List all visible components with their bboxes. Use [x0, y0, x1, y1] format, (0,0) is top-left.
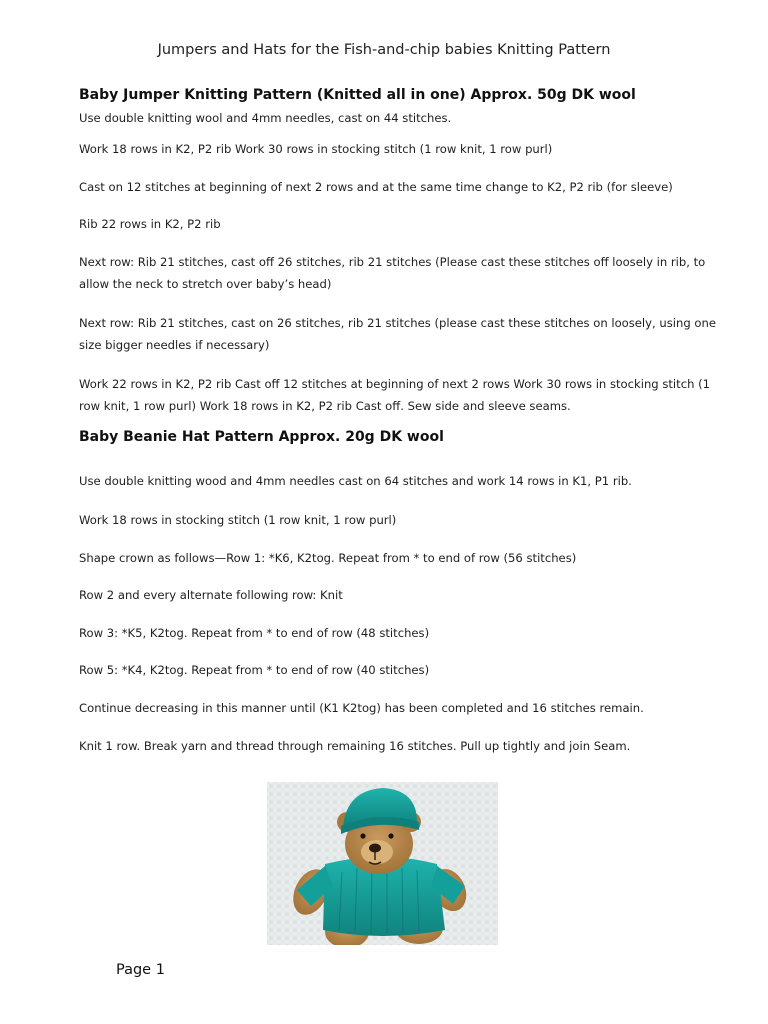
jumper-section-heading: Baby Jumper Knitting Pattern (Knitted all in one) Approx. 50g DK wool [79, 87, 636, 103]
jumper-paragraph: Next row: Rib 21 stitches, cast on 26 stitches, rib 21 stitches (please cast these stitches on loosely, using one size bigger needles if necessary) [79, 316, 716, 352]
hat-section-heading: Baby Beanie Hat Pattern Approx. 20g DK wool [79, 429, 444, 445]
jumper-paragraph: Next row: Rib 21 stitches, cast off 26 stitches, rib 21 stitches (Please cast these stitches off loosely in rib, to allow the neck to stretch over baby’s head) [79, 255, 706, 291]
teddy-bear-photo [267, 782, 498, 945]
hat-paragraph: Shape crown as follows—Row 1: *K6, K2tog. Repeat from * to end of row (56 stitches) [79, 551, 577, 565]
hat-paragraph: Knit 1 row. Break yarn and thread through remaining 16 stitches. Pull up tightly and join Seam. [79, 739, 631, 753]
hat-paragraph: Use double knitting wood and 4mm needles cast on 64 stitches and work 14 rows in K1, P1 rib. [79, 474, 632, 488]
jumper-paragraph: Cast on 12 stitches at beginning of next 2 rows and at the same time change to K2, P2 rib (for sleeve) [79, 180, 673, 194]
jumper-paragraph: Rib 22 rows in K2, P2 rib [79, 217, 221, 231]
jumper-paragraph: Work 22 rows in K2, P2 rib Cast off 12 stitches at beginning of next 2 rows Work 30 rows in stocking stitch (1 row knit, 1 row purl) Work 18 rows in K2, P2 rib Cast off. Sew side and sleeve seams. [79, 377, 711, 413]
hat-paragraph: Row 3: *K5, K2tog. Repeat from * to end of row (48 stitches) [79, 626, 430, 640]
jumper-paragraph: Work 18 rows in K2, P2 rib Work 30 rows in stocking stitch (1 row knit, 1 row purl) [79, 142, 553, 156]
jumper-paragraph: Use double knitting wool and 4mm needles, cast on 44 stitches. [79, 111, 452, 125]
hat-paragraph: Row 2 and every alternate following row: Knit [79, 588, 343, 602]
document-title: Jumpers and Hats for the Fish-and-chip babies Knitting Pattern [157, 42, 611, 58]
page-number: Page 1 [116, 962, 165, 978]
hat-paragraph: Row 5: *K4, K2tog. Repeat from * to end of row (40 stitches) [79, 663, 430, 677]
hat-paragraph: Continue decreasing in this manner until (K1 K2tog) has been completed and 16 stitches remain. [79, 701, 644, 715]
hat-paragraph: Work 18 rows in stocking stitch (1 row knit, 1 row purl) [79, 513, 397, 527]
